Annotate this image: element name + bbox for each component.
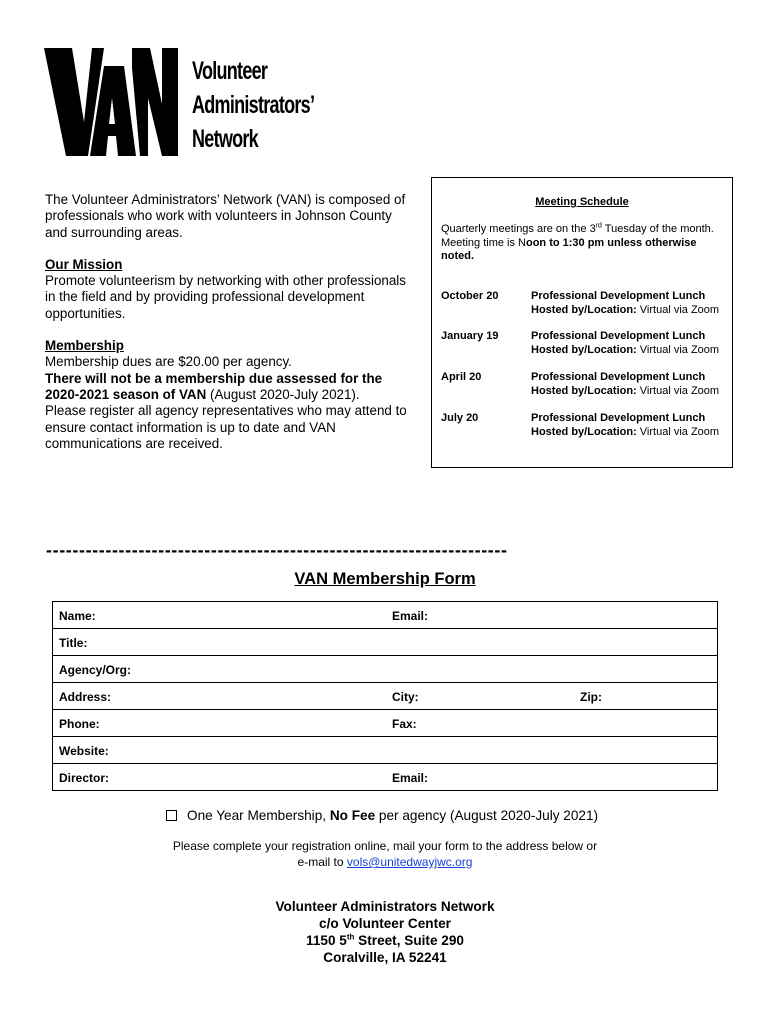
meeting-title: Professional Development Lunch bbox=[531, 330, 706, 342]
van-letters-graphic bbox=[44, 44, 186, 162]
meeting-host bbox=[531, 385, 736, 399]
membership-register: Please register all agency representatives who may attend to ensure contact information is up to date and VAN communications are received. bbox=[45, 403, 407, 451]
meeting-title: Professional Development Lunch bbox=[531, 371, 706, 383]
address-line3-a: 1150 5 bbox=[306, 933, 347, 948]
meeting-item bbox=[441, 412, 729, 442]
meeting-location: Virtual via Zoom bbox=[636, 343, 720, 356]
logo-line-network: Network bbox=[192, 125, 258, 153]
membership-form-table bbox=[52, 601, 718, 791]
logo-wordmark bbox=[192, 54, 314, 156]
instructions-line2 bbox=[0, 855, 770, 869]
form-row-title bbox=[53, 629, 717, 656]
meeting-detail bbox=[531, 290, 736, 317]
membership-option bbox=[166, 808, 598, 823]
instructions-prefix: e-mail to bbox=[297, 855, 347, 869]
form-row-address bbox=[53, 683, 717, 710]
meeting-host bbox=[531, 344, 736, 358]
meeting-date: April 20 bbox=[441, 371, 482, 383]
form-row-phone bbox=[53, 710, 717, 737]
email-field[interactable]: Email: bbox=[392, 609, 429, 623]
meeting-host-label: Hosted by/Location: bbox=[531, 425, 637, 438]
director-email-field[interactable]: Email: bbox=[392, 771, 429, 785]
meeting-title: Professional Development Lunch bbox=[531, 412, 706, 424]
address-line4: Coralville, IA 52241 bbox=[323, 950, 447, 965]
option-text-bold: No Fee bbox=[329, 808, 376, 823]
mailing-address bbox=[0, 898, 770, 966]
meeting-detail bbox=[531, 330, 736, 357]
info-column bbox=[45, 192, 415, 452]
schedule-intro-sup: rd bbox=[595, 222, 602, 230]
schedule-intro bbox=[441, 223, 729, 264]
membership-section bbox=[45, 338, 415, 452]
schedule-intro-b: Tuesday of the month. Meeting time is N bbox=[441, 223, 714, 249]
form-row-agency bbox=[53, 656, 717, 683]
mission-section bbox=[45, 257, 415, 322]
meeting-item bbox=[441, 330, 729, 360]
address-field[interactable]: Address: bbox=[59, 690, 112, 704]
meeting-location: Virtual via Zoom bbox=[636, 425, 720, 438]
name-field[interactable]: Name: bbox=[59, 609, 96, 623]
membership-heading: Membership bbox=[45, 338, 124, 354]
email-link[interactable]: vols@unitedwayjwc.org bbox=[346, 855, 473, 869]
meeting-date: July 20 bbox=[441, 412, 479, 424]
meeting-item bbox=[441, 290, 729, 320]
meeting-location: Virtual via Zoom bbox=[636, 303, 720, 316]
meeting-host-label: Hosted by/Location: bbox=[531, 303, 637, 316]
meeting-host-label: Hosted by/Location: bbox=[531, 343, 637, 356]
logo-line-volunteer: Volunteer bbox=[192, 57, 268, 85]
membership-notice bbox=[45, 371, 415, 404]
meeting-title: Professional Development Lunch bbox=[531, 290, 706, 302]
website-field[interactable]: Website: bbox=[59, 744, 109, 758]
van-logo bbox=[44, 44, 315, 162]
address-line3-sup: th bbox=[346, 932, 355, 942]
meeting-host bbox=[531, 304, 736, 318]
form-row-name bbox=[53, 602, 717, 629]
membership-checkbox[interactable] bbox=[166, 810, 177, 821]
fax-field[interactable]: Fax: bbox=[392, 717, 417, 731]
phone-field[interactable]: Phone: bbox=[59, 717, 100, 731]
address-line1: Volunteer Administrators Network bbox=[275, 899, 495, 914]
form-row-website bbox=[53, 737, 717, 764]
zip-field[interactable]: Zip: bbox=[580, 690, 602, 704]
schedule-intro-bold: oon to 1:30 pm unless otherwise noted. bbox=[441, 236, 697, 262]
meeting-date: January 19 bbox=[441, 330, 499, 342]
schedule-intro-a: Quarterly meetings are on the 3 bbox=[441, 223, 596, 235]
form-row-director bbox=[53, 764, 717, 792]
instructions-line1: Please complete your registration online, mail your form to the address below or bbox=[172, 839, 598, 853]
director-field[interactable]: Director: bbox=[59, 771, 110, 785]
address-line2: c/o Volunteer Center bbox=[319, 916, 451, 931]
membership-notice-rest: (August 2020-July 2021). bbox=[206, 386, 360, 402]
schedule-title: Meeting Schedule bbox=[535, 196, 629, 208]
membership-notice-bold: There will not be a membership due assessed for the 2020-2021 season of VAN bbox=[45, 370, 383, 402]
form-title: VAN Membership Form bbox=[294, 570, 476, 588]
meeting-detail bbox=[531, 371, 736, 398]
meeting-schedule-box bbox=[431, 177, 733, 468]
logo-line-administrators: Administrators’ bbox=[192, 91, 315, 119]
intro-text: The Volunteer Administrators’ Network (VAN) is composed of professionals who work with volunteers in Johnson County and surrounding areas. bbox=[45, 192, 406, 240]
meeting-host bbox=[531, 426, 736, 440]
title-field[interactable]: Title: bbox=[59, 636, 88, 650]
option-text-a: One Year Membership, bbox=[187, 808, 330, 823]
meeting-date: October 20 bbox=[441, 290, 499, 302]
membership-dues: Membership dues are $20.00 per agency. bbox=[45, 354, 292, 370]
option-text-b: per agency (August 2020-July 2021) bbox=[375, 808, 599, 823]
mission-heading: Our Mission bbox=[45, 256, 123, 272]
mission-text: Promote volunteerism by networking with other professionals in the field and by providing professional development opportunities. bbox=[45, 273, 406, 321]
cut-line-divider: ---------------------------------------------------------------------- bbox=[46, 540, 508, 560]
meeting-location: Virtual via Zoom bbox=[636, 384, 720, 397]
meeting-detail bbox=[531, 412, 736, 439]
city-field[interactable]: City: bbox=[392, 690, 419, 704]
meeting-host-label: Hosted by/Location: bbox=[531, 384, 637, 397]
meeting-item bbox=[441, 371, 729, 401]
address-line3 bbox=[0, 932, 770, 949]
address-line3-b: Street, Suite 290 bbox=[354, 933, 464, 948]
agency-field[interactable]: Agency/Org: bbox=[59, 663, 132, 677]
